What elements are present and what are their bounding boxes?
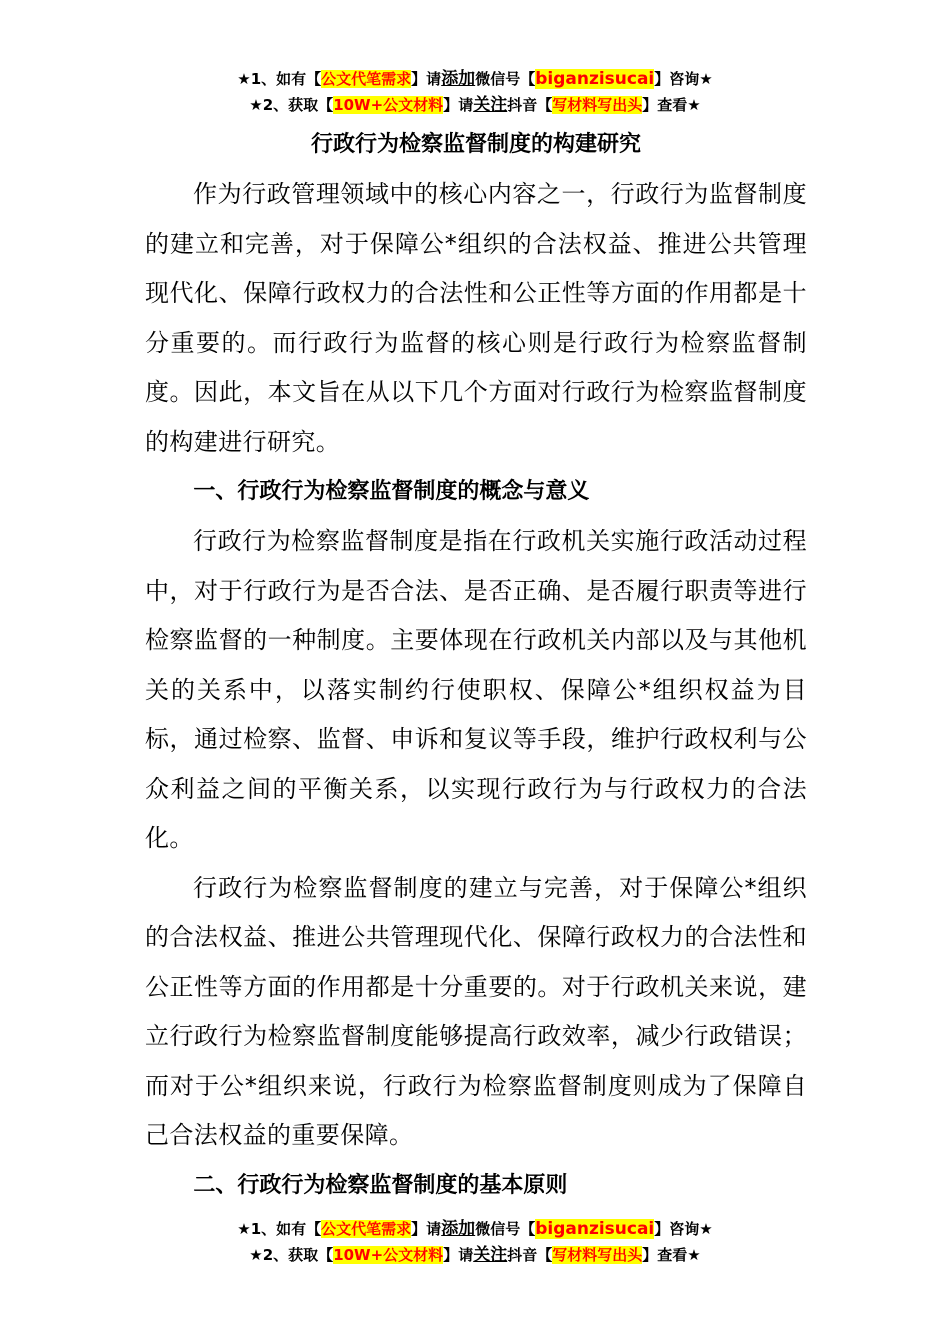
section-1-paragraph-1: 行政行为检察监督制度是指在行政机关实施行政活动过程中，对于行政行为是否合法、是否正确、是否履行职责等进行检察监督的一种制度。主要体现在行政机关内部以及与其他机关的关系中，以落实制约行使职权、保障公*组织权益为目标，通过检察、监督、申诉和复议等手段，维护行政权利与公众利益之间的平衡关系，以实现行政行为与行政权力的合法化。 <box>145 527 807 852</box>
wechat-id-highlight: biganzisucai <box>535 1219 655 1239</box>
intro-paragraph: 作为行政管理领域中的核心内容之一，行政行为监督制度的建立和完善，对于保障公*组织的合法权益、推进公共管理现代化、保障行政权力的合法性和公正性等方面的作用都是十分重要的。而行政行为监督的核心则是行政行为检察监督制度。因此，本文旨在从以下几个方面对行政行为检察监督制度的构建进行研究。 <box>145 180 807 456</box>
banner-text: ★2、获取【 <box>249 96 334 114</box>
section-1-heading: 一、行政行为检察监督制度的概念与意义 <box>193 479 590 504</box>
banner-text: 抖音【 <box>507 1246 553 1264</box>
banner-underline: 关注 <box>473 1245 508 1265</box>
banner-text: 微信号【 <box>475 70 536 88</box>
banner-text: 微信号【 <box>475 1220 536 1238</box>
banner-text: ★1、如有【 <box>237 70 322 88</box>
banner-text: 】请 <box>411 70 442 88</box>
banner-text: 】查看★ <box>642 96 701 114</box>
banner-line-2 <box>0 92 950 118</box>
banner-underline: 添加 <box>441 69 476 89</box>
banner-line-1 <box>0 66 950 92</box>
banner-text: 】查看★ <box>642 1246 701 1264</box>
banner-highlight: 公文代笔需求 <box>321 70 412 88</box>
banner-text: 】咨询★ <box>654 70 713 88</box>
banner-text: ★2、获取【 <box>249 1246 334 1264</box>
douyin-account-highlight: 写材料写出头 <box>552 1246 643 1264</box>
banner-line-2 <box>0 1242 950 1268</box>
section-2-heading: 二、行政行为检察监督制度的基本原则 <box>193 1172 568 1198</box>
banner-text: 抖音【 <box>507 96 553 114</box>
footer-banner <box>0 1216 950 1268</box>
banner-underline: 添加 <box>441 1219 476 1239</box>
banner-text: 】请 <box>443 96 474 114</box>
banner-text: 】咨询★ <box>654 1220 713 1238</box>
banner-text: ★1、如有【 <box>237 1220 322 1238</box>
douyin-account-highlight: 写材料写出头 <box>552 96 643 114</box>
banner-highlight: 公文代笔需求 <box>321 1220 412 1238</box>
header-banner <box>0 66 950 118</box>
banner-text: 】请 <box>411 1220 442 1238</box>
wechat-id-highlight: biganzisucai <box>535 69 655 89</box>
banner-text: 】请 <box>443 1246 474 1264</box>
banner-highlight: 10W+公文材料 <box>333 1246 444 1264</box>
banner-line-1 <box>0 1216 950 1242</box>
banner-underline: 关注 <box>473 95 508 115</box>
section-1-paragraph-2: 行政行为检察监督制度的建立与完善，对于保障公*组织的合法权益、推进公共管理现代化、保障行政权力的合法性和公正性等方面的作用都是十分重要的。对于行政机关来说，建立行政行为检察监督制度能够提高行政效率，减少行政错误；而对于公*组织来说，行政行为检察监督制度则成为了保障自己合法权益的重要保障。 <box>145 873 807 1149</box>
banner-highlight: 10W+公文材料 <box>333 96 444 114</box>
document-body <box>145 128 807 1211</box>
document-title: 行政行为检察监督制度的构建研究 <box>310 132 641 157</box>
